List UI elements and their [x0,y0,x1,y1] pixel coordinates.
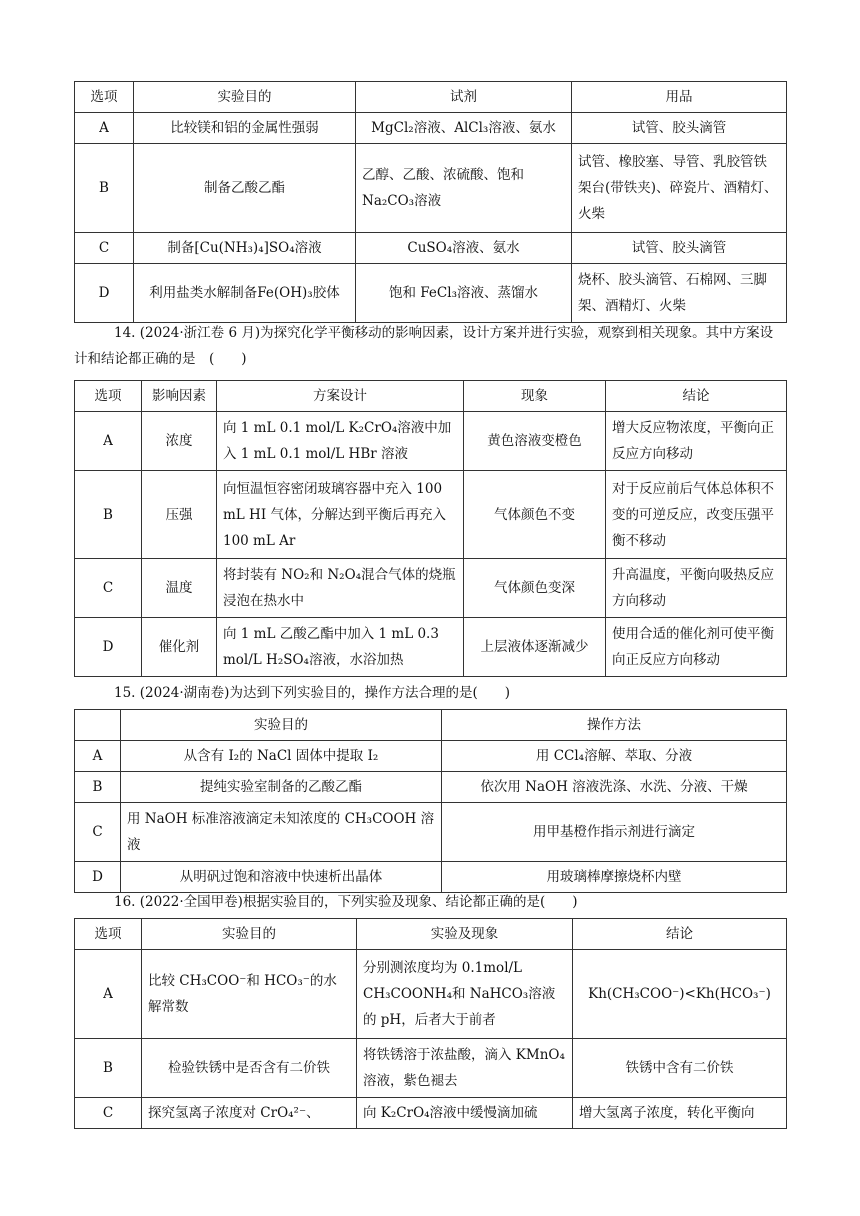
aim-cell: 制备乙酸乙酯 [134,144,356,233]
aim-cell: 利用盐类水解制备Fe(OH)₃胶体 [134,264,356,323]
method-cell: 用玻璃棒摩擦烧杯内壁 [442,862,787,893]
question-16-stem: 16. (2022·全国甲卷)根据实验目的，下列实验及现象、结论都正确的是( ) [114,894,578,910]
aim-cell: 提纯实验室制备的乙酸乙酯 [121,772,442,803]
option-label: A [75,950,142,1039]
tools-cell: 试管、胶头滴管 [572,113,787,144]
option-label: B [75,772,121,803]
table-q16 [74,918,787,1129]
question-14-stem: 14. (2024·浙江卷 6 月)为探究化学平衡移动的影响因素，设计方案并进行实验，观察到相关现象。其中方案设计和结论都正确的是 ( ) [74,325,774,367]
option-label: A [75,412,142,471]
table-row [75,950,787,1039]
table-row [75,559,787,618]
reagent-cell: 乙醇、乙酸、浓硫酸、饱和Na₂CO₃溶液 [356,144,572,233]
design-cell: 向 1 mL 0.1 mol/L K₂CrO₄溶液中加入 1 mL 0.1 mol/L HBr 溶液 [217,412,464,471]
aim-cell: 探究氢离子浓度对 CrO₄²⁻、 [142,1098,357,1129]
table-q14 [74,380,787,677]
header-conclusion: 结论 [573,919,787,950]
method-cell: 用 CCl₄溶解、萃取、分液 [442,741,787,772]
option-label: C [75,803,121,862]
option-label: D [75,618,142,677]
table-row [75,144,787,233]
tools-cell: 试管、胶头滴管 [572,233,787,264]
header-method: 操作方法 [442,710,787,741]
table-row [75,1098,787,1129]
header-tools: 用品 [572,82,787,113]
header-experiment: 实验及现象 [357,919,573,950]
header-aim: 实验目的 [134,82,356,113]
factor-cell: 压强 [142,471,217,559]
reagent-cell: 饱和 FeCl₃溶液、蒸馏水 [356,264,572,323]
reagent-cell: CuSO₄溶液、氨水 [356,233,572,264]
aim-cell: 从含有 I₂的 NaCl 固体中提取 I₂ [121,741,442,772]
table-row [75,233,787,264]
table-row [75,264,787,323]
header-option [75,710,121,741]
table-row [75,113,787,144]
header-option: 选项 [75,82,134,113]
header-phenomenon: 现象 [464,381,606,412]
phenomenon-cell: 气体颜色不变 [464,471,606,559]
header-design: 方案设计 [217,381,464,412]
conclusion-cell: 使用合适的催化剂可使平衡向正反应方向移动 [606,618,787,677]
aim-cell: 从明矾过饱和溶液中快速析出晶体 [121,862,442,893]
factor-cell: 催化剂 [142,618,217,677]
header-aim: 实验目的 [142,919,357,950]
experiment-cell: 分别测浓度均为 0.1mol/L CH₃COONH₄和 NaHCO₃溶液的 pH，后者大于前者 [357,950,573,1039]
option-label: D [75,862,121,893]
conclusion-cell: 升高温度，平衡向吸热反应方向移动 [606,559,787,618]
question-15-stem: 15. (2024·湖南卷)为达到下列实验目的，操作方法合理的是( ) [114,685,510,701]
header-conclusion: 结论 [606,381,787,412]
option-label: B [75,1039,142,1098]
phenomenon-cell: 气体颜色变深 [464,559,606,618]
option-label: B [75,471,142,559]
table-row [75,803,787,862]
aim-cell: 比较 CH₃COO⁻和 HCO₃⁻的水解常数 [142,950,357,1039]
aim-cell: 用 NaOH 标准溶液滴定未知浓度的 CH₃COOH 溶液 [121,803,442,862]
reagent-cell: MgCl₂溶液、AlCl₃溶液、氨水 [356,113,572,144]
conclusion-cell: Kh(CH₃COO⁻)<Kh(HCO₃⁻) [573,950,787,1039]
conclusion-cell: 铁锈中含有二价铁 [573,1039,787,1098]
tools-cell: 试管、橡胶塞、导管、乳胶管铁架台(带铁夹)、碎瓷片、酒精灯、火柴 [572,144,787,233]
header-option: 选项 [75,919,142,950]
conclusion-cell: 增大氢离子浓度，转化平衡向 [573,1098,787,1129]
option-label: D [75,264,134,323]
tools-cell: 烧杯、胶头滴管、石棉网、三脚架、酒精灯、火柴 [572,264,787,323]
option-label: C [75,1098,142,1129]
table-row [75,862,787,893]
method-cell: 用甲基橙作指示剂进行滴定 [442,803,787,862]
header-aim: 实验目的 [121,710,442,741]
option-label: C [75,559,142,618]
table-row [75,471,787,559]
aim-cell: 比较镁和铝的金属性强弱 [134,113,356,144]
experiment-cell: 向 K₂CrO₄溶液中缓慢滴加硫 [357,1098,573,1129]
option-label: B [75,144,134,233]
phenomenon-cell: 上层液体逐渐减少 [464,618,606,677]
table-row [75,618,787,677]
option-label: A [75,741,121,772]
option-label: C [75,233,134,264]
table-q15 [74,709,787,893]
factor-cell: 温度 [142,559,217,618]
aim-cell: 制备[Cu(NH₃)₄]SO₄溶液 [134,233,356,264]
aim-cell: 检验铁锈中是否含有二价铁 [142,1039,357,1098]
factor-cell: 浓度 [142,412,217,471]
table-row [75,412,787,471]
table-row [75,772,787,803]
phenomenon-cell: 黄色溶液变橙色 [464,412,606,471]
conclusion-cell: 增大反应物浓度，平衡向正反应方向移动 [606,412,787,471]
table-q13 [74,81,787,323]
experiment-cell: 将铁锈溶于浓盐酸，滴入 KMnO₄溶液，紫色褪去 [357,1039,573,1098]
header-option: 选项 [75,381,142,412]
conclusion-cell: 对于反应前后气体总体积不变的可逆反应，改变压强平衡不移动 [606,471,787,559]
table-row [75,1039,787,1098]
design-cell: 向恒温恒容密闭玻璃容器中充入 100 mL HI 气体，分解达到平衡后再充入 100 mL Ar [217,471,464,559]
method-cell: 依次用 NaOH 溶液洗涤、水洗、分液、干燥 [442,772,787,803]
design-cell: 向 1 mL 乙酸乙酯中加入 1 mL 0.3 mol/L H₂SO₄溶液，水浴加热 [217,618,464,677]
design-cell: 将封装有 NO₂和 N₂O₄混合气体的烧瓶浸泡在热水中 [217,559,464,618]
header-reagent: 试剂 [356,82,572,113]
header-factor: 影响因素 [142,381,217,412]
table-row [75,741,787,772]
option-label: A [75,113,134,144]
